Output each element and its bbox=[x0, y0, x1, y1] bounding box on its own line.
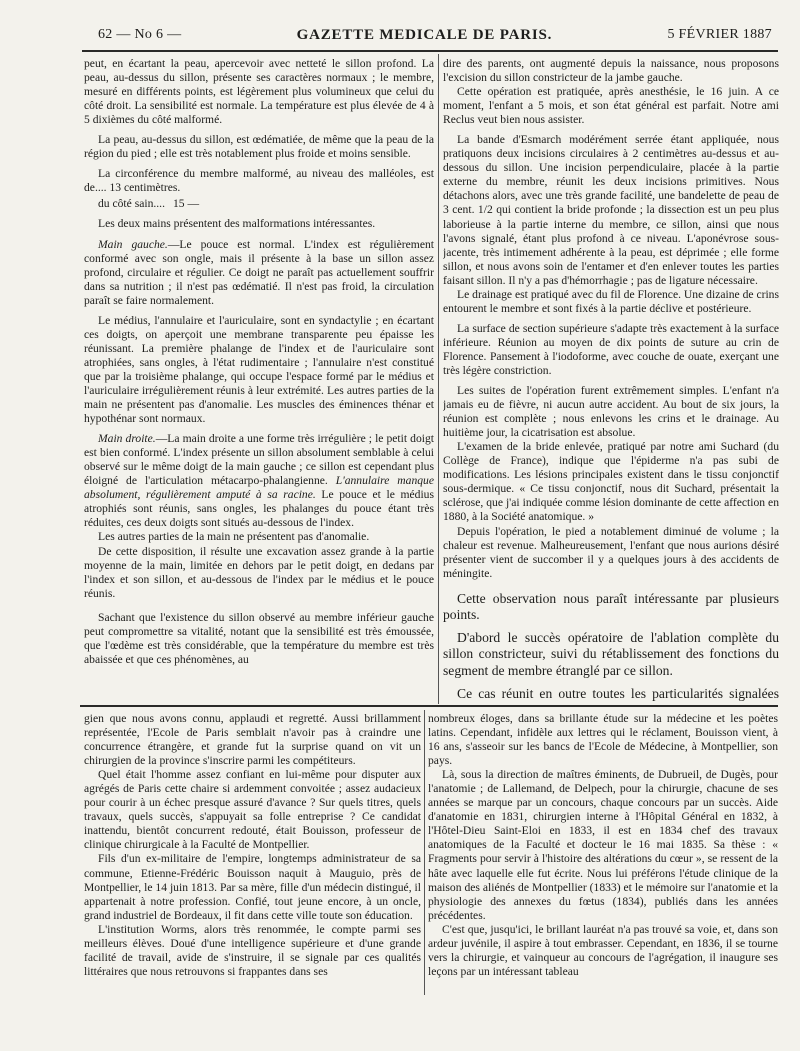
column-left-top bbox=[84, 57, 434, 703]
measure-value: 13 centimètres. bbox=[109, 181, 181, 195]
paragraph: nombreux éloges, dans sa brillante étude sur la médecine et les poètes latins. Cependant, infidèle aux lettres qui le réclament, Bouisson vient, à 16 ans, s'asseoir sur les bancs de l'Ecole de Médecine, à Montpellier, son pays. bbox=[428, 712, 778, 768]
paragraph: C'est que, jusqu'ici, le brillant lauréat n'a pas trouvé sa voie, et, dans son ardeur juvénile, il aspire à tout embrasser. Cependant, en 1836, il se tourne vers la chirurgie, et vainqueur au concours de l'agrégation, il inaugure ses leçons par un intéressant tableau bbox=[428, 922, 778, 978]
paragraph: L'institution Worms, alors très renommée, le compte parmi ses meilleurs élèves. Doué d'une intelligence supérieure et d'une grande facilité de travail, avide de s'instruire, il se signale par ces qualités littéraires que nous retrouvons si frappantes dans ses bbox=[84, 922, 421, 978]
paragraph: gien que nous avons connu, applaudi et regretté. Aussi brillamment représentée, l'Ecole de Paris semblait n'avoir pas à craindre une concurrence étrangère, et grande fut la surprise quand on vit un chirurgien de la province s'inscrire parmi les compétiteurs. bbox=[84, 712, 421, 768]
paragraph: Sachant que l'existence du sillon observé au membre inférieur gauche peut compromettre sa vitalité, notant que la sensibilité est très émoussée, que l'œdème est très considérable, que la température du membre est très abaissée et que ces phénomènes, au bbox=[84, 610, 434, 666]
measure-label: du côté sain.... bbox=[98, 197, 165, 211]
page-number: 62 — No 6 — bbox=[98, 27, 182, 42]
issue-date: 5 FÉVRIER 1887 bbox=[667, 27, 772, 42]
measure-label: La circonférence du membre malformé, au niveau des malléoles, est de.... bbox=[84, 167, 434, 195]
paragraph: Les autres parties de la main ne présentent pas d'anomalie. bbox=[98, 530, 370, 544]
paragraph-text: —Le pouce est normal. L'index est régulièrement conformé avec son ongle, mais il présente à la base un sillon assez profond, circulaire et régulier. Ce doigt ne paraît pas actuellement souffrir dans sa nutrition ; il n'est pas œdématié. Il n'est pas froid, la circulation paraît se faire normalement. bbox=[84, 237, 434, 307]
paragraph: Là, sous la direction de maîtres éminents, de Dubrueil, de Dugès, pour l'anatomie ; de Lallemand, de Delpech, pour la chirurgie, chacune de ses années se marque par un concours, chaque concours par un succès. Aide d'anatomie en 1831, chirurgien interne à l'Hôpital Général en 1832, à l'Hôtel-Dieu Saint-Eloi en 1833, il est en 1834 chef des travaux anatomiques de la Faculté et docteur le 16 mai 1835. Sa thèse : « Fragments pour servir à l'histoire des altérations du cœur », se ressent de la hâte avec laquelle elle fut écrite. Nous lui préférons l'étude clinique de la maison des aliénés de Montpellier (1833) et le mémoire sur l'anatomie et la physiologie des annexes du fœtus (1834), publiés dans les années précédentes. bbox=[428, 768, 778, 922]
paragraph: Quel était l'homme assez confiant en lui-même pour disputer aux agrégés de Paris cette chaire si ardemment convoitée ; assez audacieux pour courir à un échec presque assuré d'avance ? Sur quels titres, quels travaux, quels succès, s'appuyait sa folle entreprise ? Ce candidat inattendu, bientôt concurrent redouté, était Bouisson, professeur de clinique chirurgicale à la Faculté de Montpellier. bbox=[84, 768, 421, 852]
header-rule bbox=[82, 50, 778, 52]
paragraph bbox=[84, 167, 434, 195]
paragraph: peut, en écartant la peau, apercevoir avec netteté le sillon profond. La peau, au-dessus du sillon, présente ses caractères normaux ; le membre, mesuré en différents points, est légèrement plus volumineux que celui du côté droit. La sensibilité est normale. La température est plus élevée de 4 à 5 dixièmes du côté malformé. bbox=[84, 57, 434, 127]
section-title: Main droite. bbox=[98, 432, 156, 446]
paragraph: De cette disposition, il résulte une excavation assez grande à la partie moyenne de la main, limitée en dehors par le petit doigt, en dedans par l'index et son sillon, et au-dessous de l'index par le médius et le pouce réunis. bbox=[84, 544, 434, 600]
paragraph-text: Le pouce et le médius atrophiés sont réunis, sans ongles, les phalanges du pouce étant très réduites, ces deux doigts sont situés au-dessous de l'index. bbox=[84, 488, 434, 530]
column-divider-top bbox=[438, 54, 439, 704]
paragraph: dire des parents, ont augmenté depuis la naissance, nous proposons l'excision du sillon constricteur de la jambe gauche. bbox=[443, 57, 779, 85]
paragraph: Fils d'un ex-militaire de l'empire, longtemps administrateur de sa commune, Etienne-Frédéric Bouisson naquit à Mauguio, près de Montpellier, le 14 juin 1813. Par sa mère, fille d'un médecin distingué, il appartenait à notre profession. Confié, tout jeune encore, à un oncle, grand industriel de Bordeaux, il fit dans cette ville toute son éducation. bbox=[84, 852, 421, 922]
paragraph: La peau, au-dessus du sillon, est œdématiée, de même que la peau de la région du pied ; elle est très notablement plus froide et moins sensible. bbox=[84, 133, 434, 161]
measure-value: 15 — bbox=[172, 197, 200, 211]
column-divider-bottom bbox=[424, 710, 425, 995]
journal-title: GAZETTE MEDICALE DE PARIS. bbox=[296, 26, 553, 43]
paragraph-text: —La main droite a une forme très irrégulière ; le petit doigt est bien conformé. L'index présente un sillon absolument semblable à celui observé sur le même doigt de la main gauche ; ce sillon est cependant plus éloigné de l'articulation métacarpo-phalangienne. bbox=[84, 432, 434, 488]
column-right-bottom bbox=[428, 712, 778, 994]
section-title: Main gauche. bbox=[98, 237, 168, 251]
italic-text: L'annulaire manque absolument, régulièrement amputé à sa racine. bbox=[84, 474, 434, 502]
paragraph bbox=[84, 238, 434, 308]
paragraph: Cette opération est pratiquée, après anesthésie, le 16 juin. A ce moment, l'enfant a 5 mois, et son état général est parfait. Notre ami Reclus veut bien nous assister. bbox=[443, 85, 779, 127]
paragraph: Ce cas réunit en outre toutes les particularités signalées bbox=[457, 685, 779, 701]
paragraph: L'examen de la bride enlevée, pratiqué par notre ami Suchard (du Collège de France), indique que l'épiderme n'a pas subi de modifications. Les lésions principales existent dans le tissu conjonctif sous-dermique. « Ce tissu conjonctif, nous dit Suchard, présentait la sclérose, que j'ai indiquée comme lésion dominante de cette affection en 1880, à la Société anatomique. » bbox=[443, 440, 779, 524]
measure-table bbox=[98, 197, 207, 211]
paragraph: Cette observation nous paraît intéressante par plusieurs points. bbox=[443, 590, 779, 623]
paragraph: Depuis l'opération, le pied a notablement diminué de volume ; la chaleur est revenue. Malheureusement, l'enfant que nous aurions désiré présenter vient de succomber il y a quelques jours à des accidents de méningite. bbox=[443, 524, 779, 580]
paragraph: D'abord le succès opératoire de l'ablation complète du sillon constricteur, suivi du rétablissement des fonctions du segment de membre étranglé par ce sillon. bbox=[443, 629, 779, 679]
feuilleton-rule bbox=[80, 705, 778, 707]
paragraph: La bande d'Esmarch modérément serrée étant appliquée, nous pratiquons deux incisions circulaires à 2 centimètres au-dessus et au-dessous du sillon. Une incision perpendiculaire, placée à la partie externe du membre, réunit les deux incisions primitives. Nous détachons alors, avec une très grande facilité, une bandelette de peau de 3 cent. 1/2 qui contient la bride profonde ; la dissection est un peu plus laborieuse à la partie interne du membre, ce sillon, ainsi que nous l'avons signalé, étant plus profond à ce niveau. L'aponévrose sous-jacente, très intimement adhérente à la peau, est déprimée ; elle forme sillon, et nous avons soin de l'entamer et d'en enlever toutes les parties faisant sillon. Il n'y a pas d'hémorrhagie ; pas de ligature nécessaire. bbox=[443, 133, 779, 287]
paragraph: Les deux mains présentent des malformations intéressantes. bbox=[98, 217, 376, 231]
paragraph: Le médius, l'annulaire et l'auriculaire, sont en syndactylie ; en écartant ces doigts, on aperçoit une membrane transparente peu épaisse les réunissant. La première phalange de l'index et de l'auriculaire sont atrophiées, sans ongles, à l'état rudimentaire ; l'annulaire n'est constitué que par la troisième phalange, qui occupe l'espace formé par le médius et l'auriculaire irrégulièrement réunis à leur extrémité. Les autres parties de la main ne présentent pas d'anomalie. Les muscles des éminences thénar et hypothénar sont normaux. bbox=[84, 313, 434, 426]
paragraph bbox=[84, 432, 434, 530]
column-left-bottom bbox=[84, 712, 421, 994]
page-header bbox=[98, 24, 772, 46]
paragraph: Les suites de l'opération furent extrêmement simples. L'enfant n'a jamais eu de fièvre, ni aucun autre accident. Au bout de six jours, la réunion est complète ; nous enlevons les crins et le drainage. Au huitième jour, la cicatrisation est absolue. bbox=[443, 384, 779, 440]
column-right-top bbox=[443, 57, 779, 703]
paragraph: La surface de section supérieure s'adapte très exactement à la surface inférieure. Réunion au moyen de dix points de suture au crin de Florence. Pansement à l'iodoforme, avec couche de ouate, exerçant une très légère constriction. bbox=[443, 321, 779, 377]
paragraph: Le drainage est pratiqué avec du fil de Florence. Une dizaine de crins entourent le membre et sont fixés à la partie déclive et postérieure. bbox=[443, 287, 779, 315]
